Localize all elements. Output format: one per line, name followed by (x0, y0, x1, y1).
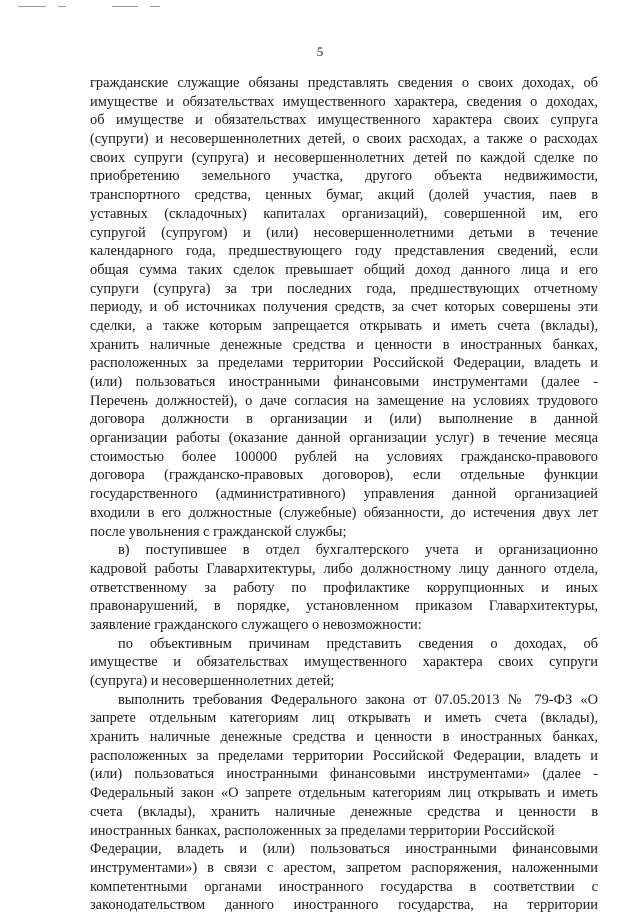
text-line: (супруги) и несовершеннолетних детей, о своих расходах, а также о расходах (90, 131, 598, 148)
scan-mark (58, 6, 66, 7)
text-line: по объективным причинам представить сведения о доходах, об (118, 635, 598, 652)
text-line: имуществе и обязательствах имущественного характера своих супруги (90, 654, 598, 671)
text-line: заявление гражданского служащего о невозможности: (90, 616, 422, 633)
text-line: хранить наличные денежные средства и ценности в иностранных банках, (90, 336, 598, 353)
text-line: расположенных за пределами территории Российской Федерации, владеть и (90, 355, 598, 372)
text-line: инструментами») в связи с арестом, запретом распоряжения, наложенными (90, 859, 598, 876)
text-line: приобретению земельного участка, другого объекта недвижимости, (90, 168, 598, 185)
text-line: сделки, а также которым запрещается открывать и иметь счета (вклады), (90, 317, 598, 334)
text-line: (или) пользоваться иностранными финансовыми инструментами (далее - (90, 374, 598, 390)
text-line: после увольнения с гражданской службы; (90, 523, 347, 540)
text-line: в) поступившее в отдел бухгалтерского учета и организационно (118, 542, 598, 559)
text-line: гражданские служащие обязаны представлять сведения о своих доходах, об (90, 75, 598, 91)
text-line: входили в его должностные (служебные) обязанности, до истечения двух лет (90, 504, 598, 521)
text-line: запрете отдельным категориям лиц открывать и иметь счета (вклады), (90, 710, 598, 727)
text-line: государственного (административного) управления данной организацией (90, 486, 598, 503)
text-line: Федерации, владеть и (или) пользоваться иностранными финансовыми (90, 841, 598, 858)
text-line: Перечень должностей), о даче согласия на замещение на условиях трудового (90, 392, 598, 409)
text-line: супругой (супругом) и (или) несовершеннолетними детьми в течение (90, 224, 598, 241)
text-line: кадровой работы Главархитектуры, либо должностному лицу данного отдела, (90, 560, 598, 577)
text-line: организации работы (оказание данной организации услуг) в течение месяца (90, 430, 598, 447)
document-body (90, 74, 598, 915)
text-line: имуществе и обязательствах имущественного характера, сведения о доходах, (90, 93, 598, 110)
text-line: уставных (складочных) капиталах организаций), совершенной им, его (90, 205, 598, 222)
text-line: договора (гражданско-правовых договоров), если отдельные функции (90, 467, 598, 484)
text-line: супруги (супруга) за три последних года, предшествующих отчетному (90, 280, 598, 297)
text-line: общая сумма таких сделок превышает общий доход данного лица и его (90, 261, 598, 278)
text-line: законодательством данного иностранного государства, на территории (90, 897, 598, 914)
text-line: хранить наличные денежные средства и ценности в иностранных банках, (90, 729, 598, 746)
text-line: ответственному за работу по профилактике коррупционных и иных (90, 579, 598, 596)
scan-mark (18, 6, 46, 7)
text-line: компетентными органами иностранного государства в соответствии с (90, 878, 598, 895)
text-line: об имуществе и обязательствах имущественного характера своих супруга (90, 112, 598, 129)
text-line: периоду, и об источниках получения средств, за счет которых совершены эти (90, 299, 598, 316)
text-line: договора должности в организации и (или) выполнение в данной (90, 411, 598, 428)
text-line: (супруга) и несовершеннолетних детей; (90, 673, 335, 689)
text-line: правонарушений, в порядке, установленном приказом Главархитектуры, (90, 598, 598, 615)
text-line: (или) пользоваться иностранными финансовыми инструментами» (далее - (90, 766, 598, 783)
scan-mark (150, 6, 160, 7)
text-line: транспортного средства, ценных бумаг, акций (долей участия, паев в (90, 187, 598, 204)
text-line: своих супруги (супруга) и несовершеннолетних детей по каждой сделке по (90, 149, 598, 166)
scan-mark (112, 6, 138, 7)
text-line: иностранных банках, расположенных за пределами территории Российской (90, 822, 555, 839)
text-line: выполнить требования Федерального закона от 07.05.2013 № 79-ФЗ «О (118, 691, 598, 708)
text-line: Федеральный закон «О запрете отдельным категориям лиц открывать и иметь (90, 785, 598, 802)
text-line: календарного года, предшествующего году представления сведений, если (90, 243, 598, 260)
text-line: стоимостью более 100000 рублей на условиях гражданско-правового (90, 448, 598, 465)
text-line: расположенных за пределами территории Российской Федерации, владеть и (90, 747, 598, 764)
text-line: счета (вклады), хранить наличные денежные средства и ценности в (90, 803, 598, 820)
page-number: 5 (316, 44, 324, 59)
